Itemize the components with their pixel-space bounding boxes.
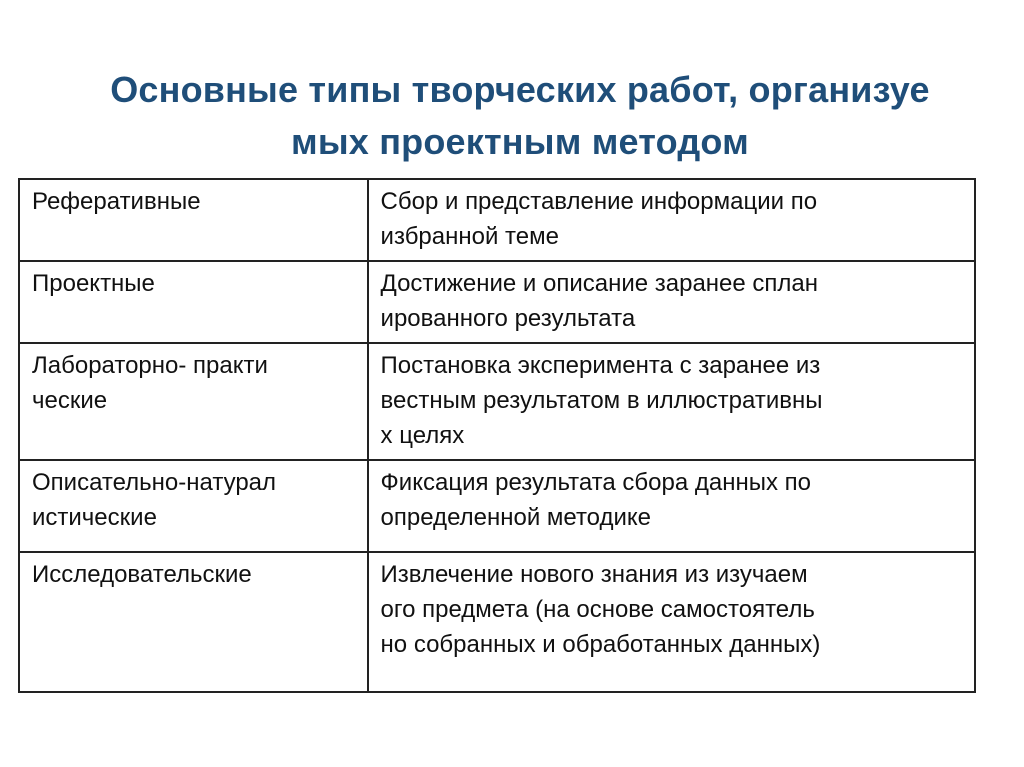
work-description-cell xyxy=(368,552,975,692)
work-description-text: определенной методике xyxy=(380,504,652,531)
work-type-cell xyxy=(19,179,368,261)
work-type-text: Исследовательские xyxy=(32,561,252,588)
work-description-text: х целях xyxy=(380,422,465,449)
work-type-cell xyxy=(19,343,368,460)
work-description-text: ого предмета (на основе самостоятель xyxy=(380,596,815,623)
work-description-cell xyxy=(368,179,975,261)
work-description-text: ированного результата xyxy=(380,305,636,332)
work-type-text: Лабораторно- практи xyxy=(32,352,268,379)
table-row xyxy=(19,552,975,692)
work-description-text: но собранных и обработанных данных) xyxy=(380,631,821,658)
work-description-text: Достижение и описание заранее сплан xyxy=(380,270,819,297)
work-type-cell xyxy=(19,552,368,692)
work-description-text: избранной теме xyxy=(380,223,559,250)
work-description-text: Фиксация результата сбора данных по xyxy=(380,469,811,496)
table-row xyxy=(19,343,975,460)
table-row xyxy=(19,261,975,343)
slide-title-line: мых проектным методом xyxy=(291,121,749,163)
slide-title-line: Основные типы творческих работ, организуе xyxy=(110,69,930,111)
work-type-text: Проектные xyxy=(32,270,155,297)
work-type-cell xyxy=(19,261,368,343)
work-description-text: Извлечение нового знания из изучаем xyxy=(380,561,808,588)
work-type-text: Реферативные xyxy=(32,188,201,215)
work-type-text: Описательно-натурал xyxy=(32,469,277,496)
work-description-text: Постановка эксперимента с заранее из xyxy=(380,352,821,379)
work-type-cell xyxy=(19,460,368,552)
work-description-cell xyxy=(368,261,975,343)
table-row xyxy=(19,460,975,552)
work-description-text: вестным результатом в иллюстративны xyxy=(380,387,823,414)
work-types-table xyxy=(18,178,976,693)
slide-title xyxy=(40,64,1000,168)
work-description-text: Сбор и представление информации по xyxy=(380,188,818,215)
table-row xyxy=(19,179,975,261)
work-type-text: ческие xyxy=(32,387,108,414)
work-type-text: истические xyxy=(32,504,157,531)
work-description-cell xyxy=(368,460,975,552)
work-description-cell xyxy=(368,343,975,460)
